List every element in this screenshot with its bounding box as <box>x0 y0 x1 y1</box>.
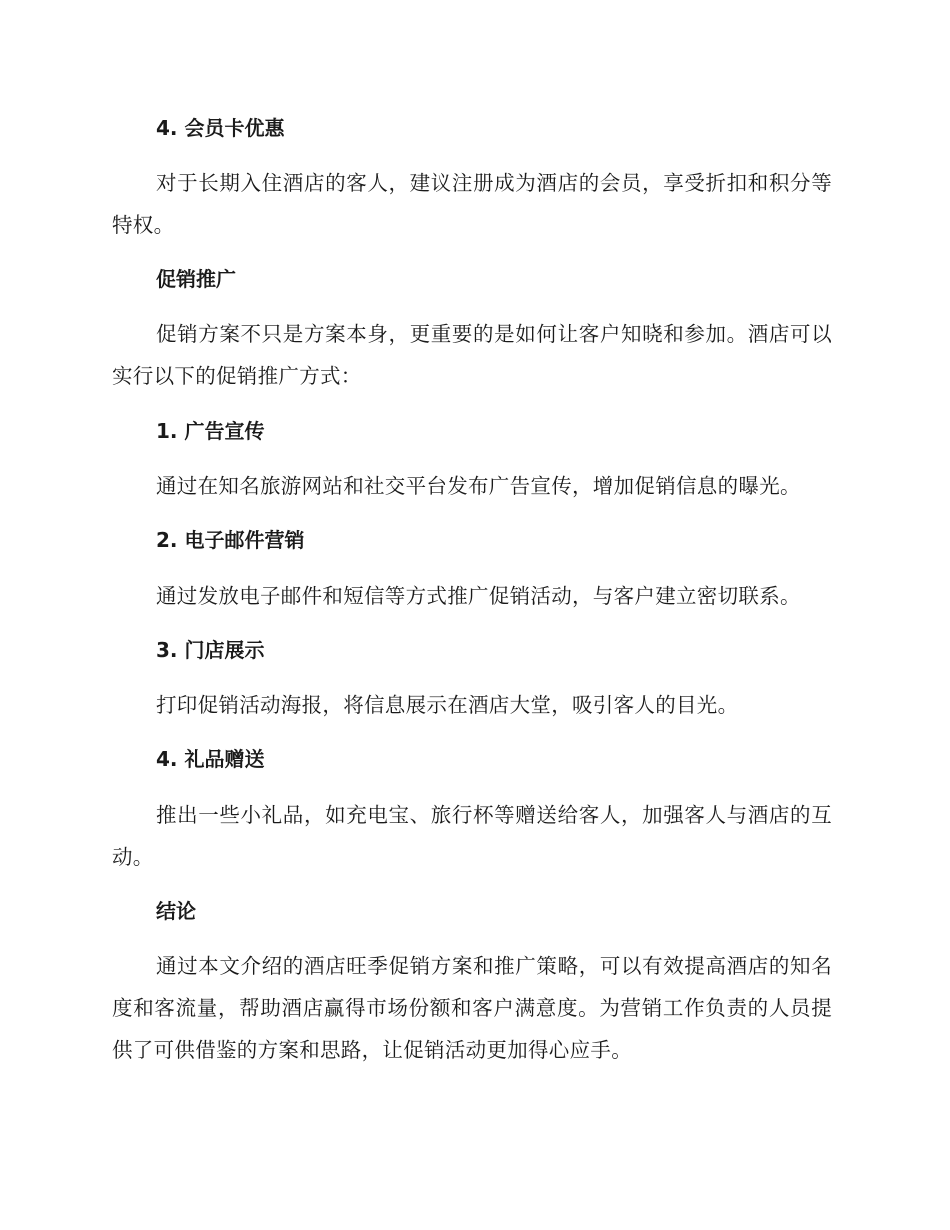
paragraph-store-display: 打印促销活动海报，将信息展示在酒店大堂，吸引客人的目光。 <box>156 693 739 717</box>
paragraph-promotion: 促销方案不只是方案本身，更重要的是如何让客户知晓和参加。酒店可以实行以下的促销推广方式： <box>112 322 832 388</box>
heading-advertising: 1. 广告宣传 <box>156 419 265 443</box>
heading-conclusion: 结论 <box>156 899 196 923</box>
paragraph-conclusion: 通过本文介绍的酒店旺季促销方案和推广策略，可以有效提高酒店的知名度和客流量，帮助酒店赢得市场份额和客户满意度。为营销工作负责的人员提供了可供借鉴的方案和思路，让促销活动更加得心应手。 <box>112 954 832 1062</box>
heading-member-card: 4. 会员卡优惠 <box>156 116 285 140</box>
paragraph-member-card: 对于长期入住酒店的客人，建议注册成为酒店的会员，享受折扣和积分等特权。 <box>112 171 832 237</box>
paragraph-email-marketing: 通过发放电子邮件和短信等方式推广促销活动，与客户建立密切联系。 <box>156 584 801 608</box>
heading-email-marketing: 2. 电子邮件营销 <box>156 528 305 552</box>
heading-promotion: 促销推广 <box>156 267 236 291</box>
paragraph-advertising: 通过在知名旅游网站和社交平台发布广告宣传，增加促销信息的曝光。 <box>156 474 801 498</box>
heading-store-display: 3. 门店展示 <box>156 638 265 662</box>
heading-gifts: 4. 礼品赠送 <box>156 747 265 771</box>
paragraph-gifts: 推出一些小礼品，如充电宝、旅行杯等赠送给客人，加强客人与酒店的互动。 <box>112 803 832 869</box>
